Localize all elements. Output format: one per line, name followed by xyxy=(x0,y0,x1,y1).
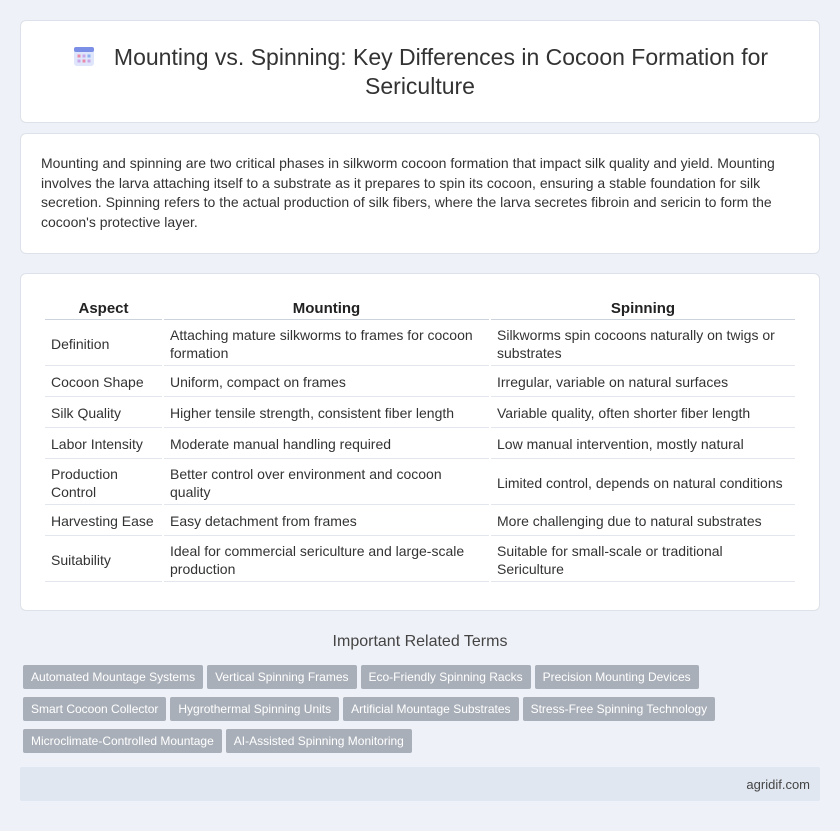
intro-card xyxy=(20,133,820,254)
related-term-tag[interactable]: Hygrothermal Spinning Units xyxy=(170,697,339,721)
table-row xyxy=(45,507,795,536)
cell-mounting: Ideal for commercial sericulture and large-scale production xyxy=(164,538,489,582)
cell-mounting: Attaching mature silkworms to frames for cocoon formation xyxy=(164,322,489,366)
table-header-row xyxy=(45,296,795,320)
related-term-tag[interactable]: Precision Mounting Devices xyxy=(535,665,699,689)
comparison-table xyxy=(43,294,797,584)
related-terms-list xyxy=(23,665,823,761)
cell-spinning: More challenging due to natural substrates xyxy=(491,507,795,536)
related-term-tag[interactable]: Artificial Mountage Substrates xyxy=(343,697,518,721)
cell-spinning: Limited control, depends on natural conditions xyxy=(491,461,795,505)
cell-aspect: Silk Quality xyxy=(45,399,162,428)
page-title-text: Mounting vs. Spinning: Key Differences in Cocoon Formation for Sericulture xyxy=(113,43,769,99)
intro-paragraph: Mounting and spinning are two critical phases in silkworm cocoon formation that impact silk quality and yield. Mounting involves the larva attaching itself to a substrate as it prepares to spin its cocoon, ensuring a stable foundation for silk secretion. Spinning refers to the actual production of silk fibers, where the larva secretes fibroin and sericin to form the cocoon's protective layer. xyxy=(41,155,775,230)
cell-aspect: Production Control xyxy=(45,461,162,505)
table-row xyxy=(45,368,795,397)
table-row xyxy=(45,322,795,366)
related-term-tag[interactable]: Smart Cocoon Collector xyxy=(23,697,166,721)
cell-mounting: Higher tensile strength, consistent fiber length xyxy=(164,399,489,428)
footer xyxy=(20,767,820,801)
cell-spinning: Variable quality, often shorter fiber length xyxy=(491,399,795,428)
cell-spinning: Suitable for small-scale or traditional Sericulture xyxy=(491,538,795,582)
related-term-tag[interactable]: Eco-Friendly Spinning Racks xyxy=(361,665,531,689)
cell-aspect: Harvesting Ease xyxy=(45,507,162,536)
related-term-tag[interactable]: AI-Assisted Spinning Monitoring xyxy=(226,729,412,753)
cell-spinning: Irregular, variable on natural surfaces xyxy=(491,368,795,397)
table-row xyxy=(45,430,795,459)
related-term-tag[interactable]: Stress-Free Spinning Technology xyxy=(523,697,716,721)
cell-aspect: Suitability xyxy=(45,538,162,582)
cell-aspect: Definition xyxy=(45,322,162,366)
cell-spinning: Silkworms spin cocoons naturally on twigs or substrates xyxy=(491,322,795,366)
related-term-tag[interactable]: Microclimate-Controlled Mountage xyxy=(23,729,222,753)
cell-mounting: Uniform, compact on frames xyxy=(164,368,489,397)
related-terms-title: Important Related Terms xyxy=(332,633,508,650)
title-wrap xyxy=(21,43,819,101)
cell-aspect: Cocoon Shape xyxy=(45,368,162,397)
title-card xyxy=(20,20,820,123)
table-row xyxy=(45,538,795,582)
related-term-tag[interactable]: Vertical Spinning Frames xyxy=(207,665,356,689)
cell-mounting: Easy detachment from frames xyxy=(164,507,489,536)
page-title xyxy=(41,43,799,101)
calendar-grid-icon xyxy=(72,44,96,68)
table-row xyxy=(45,399,795,428)
table-row xyxy=(45,461,795,505)
column-header-spinning: Spinning xyxy=(491,296,795,320)
cell-mounting: Better control over environment and cocoon quality xyxy=(164,461,489,505)
cell-aspect: Labor Intensity xyxy=(45,430,162,459)
cell-spinning: Low manual intervention, mostly natural xyxy=(491,430,795,459)
footer-site-link[interactable]: agridif.com xyxy=(746,777,810,792)
comparison-card xyxy=(20,273,820,611)
related-term-tag[interactable]: Automated Mountage Systems xyxy=(23,665,203,689)
column-header-mounting: Mounting xyxy=(164,296,489,320)
column-header-aspect: Aspect xyxy=(45,296,162,320)
cell-mounting: Moderate manual handling required xyxy=(164,430,489,459)
